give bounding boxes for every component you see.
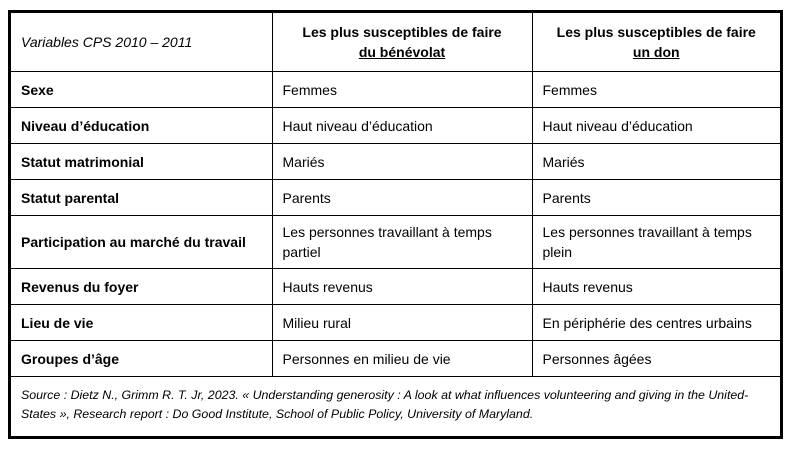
source-row (11, 377, 780, 434)
row-don: Femmes (532, 72, 780, 108)
table-row (11, 72, 780, 108)
row-benevolat: Milieu rural (272, 305, 532, 341)
header-don-line1: Les plus susceptibles de faire (556, 24, 756, 40)
row-benevolat: Parents (272, 180, 532, 216)
row-benevolat: Haut niveau d’éducation (272, 108, 532, 144)
row-don: Personnes âgées (532, 341, 780, 377)
row-variable: Participation au marché du travail (11, 216, 272, 269)
row-benevolat: Femmes (272, 72, 532, 108)
row-variable: Groupes d’âge (11, 341, 272, 377)
row-don: Parents (532, 180, 780, 216)
row-benevolat: Personnes en milieu de vie (272, 341, 532, 377)
row-variable: Statut matrimonial (11, 144, 272, 180)
header-don-line2: un don (632, 44, 680, 60)
table-header-row (11, 13, 780, 72)
comparison-table (11, 13, 780, 433)
row-variable: Lieu de vie (11, 305, 272, 341)
row-don: Les personnes travaillant à temps plein (532, 216, 780, 269)
header-don (532, 13, 780, 72)
row-don: Hauts revenus (532, 269, 780, 305)
header-variables: Variables CPS 2010 – 2011 (11, 13, 272, 72)
table-row (11, 305, 780, 341)
header-benevolat-line1: Les plus susceptibles de faire (302, 24, 502, 40)
table-row (11, 216, 780, 269)
row-variable: Statut parental (11, 180, 272, 216)
row-benevolat: Mariés (272, 144, 532, 180)
row-variable: Sexe (11, 72, 272, 108)
row-don: Mariés (532, 144, 780, 180)
row-benevolat: Les personnes travaillant à temps partiel (272, 216, 532, 269)
table-row (11, 269, 780, 305)
row-variable: Revenus du foyer (11, 269, 272, 305)
header-benevolat (272, 13, 532, 72)
table-frame (8, 10, 783, 439)
source-note: Source : Dietz N., Grimm R. T. Jr, 2023. « Understanding generosity : A look at what influences volunteering and giving in the United-States », Research report : Do Good Institute, School of Public Policy, University of Maryland. (11, 377, 780, 434)
table-row (11, 144, 780, 180)
row-don: En périphérie des centres urbains (532, 305, 780, 341)
table-row (11, 341, 780, 377)
row-benevolat: Hauts revenus (272, 269, 532, 305)
header-benevolat-line2: du bénévolat (358, 44, 446, 60)
row-variable: Niveau d’éducation (11, 108, 272, 144)
table-row (11, 180, 780, 216)
table-row (11, 108, 780, 144)
row-don: Haut niveau d’éducation (532, 108, 780, 144)
